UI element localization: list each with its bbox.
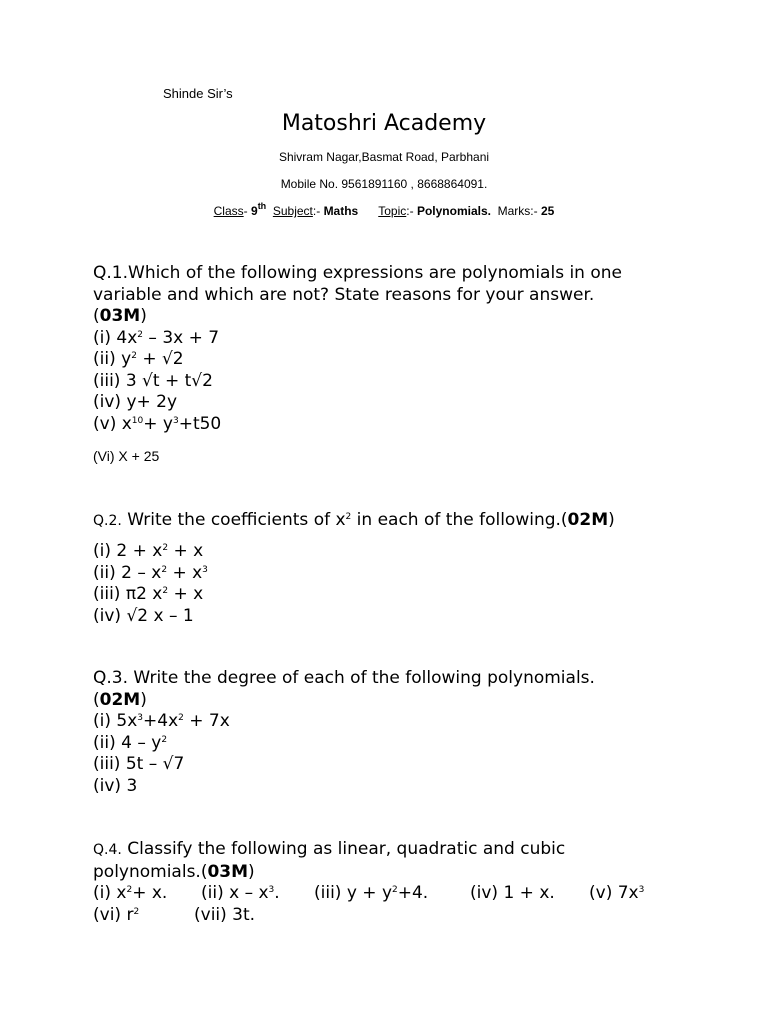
q1-marks: (03M): [93, 306, 147, 326]
q1-line2: variable and which are not? State reasons for your answer.: [93, 284, 595, 305]
q1-option-iii: (iii) 3 √t + t√2: [93, 370, 213, 391]
question-4: [93, 839, 644, 926]
q2-number: Q.2.: [93, 513, 122, 529]
class-value: 9: [251, 204, 258, 218]
q4-option-v: (v) $7x^3$: [589, 883, 645, 903]
owner-line: Shinde Sir’s: [163, 86, 233, 101]
q4-option-ii: (ii) x – $x^3$.: [201, 883, 280, 903]
question-3: [93, 668, 595, 797]
subject-value: Maths: [323, 204, 359, 218]
mobile-line: Mobile No. 9561891160 , 8668864091.: [280, 177, 488, 191]
subject-sep: :-: [312, 204, 324, 218]
q1-option-ii: (ii) $y^2 + √2$: [93, 349, 184, 369]
topic-value: Polynomials.: [416, 204, 491, 218]
class-info-line: [0, 201, 768, 218]
topic-label: Topic: [378, 204, 407, 218]
q1-line1: Q.1.Which of the following expressions are polynomials in one: [93, 263, 622, 283]
q2-option-iv: (iv) √2 x – 1: [93, 605, 194, 626]
q3-line1: Q.3. Write the degree of each of the following polynomials.: [93, 668, 595, 688]
address-line: Shivram Nagar,Basmat Road, Parbhani: [278, 150, 490, 164]
marks-value: 25: [540, 204, 555, 218]
q3-marks-value: 02M: [99, 689, 141, 710]
q2-question-line: Q.2. Write the coefficients of $x^2$ in each of the following.(02M): [93, 510, 615, 530]
q1-option-i: (i) $4x^2 - 3x + 7$: [93, 327, 220, 348]
question-1: [93, 263, 622, 435]
q1-marks-value: 03M: [99, 306, 141, 326]
question-2-options: [93, 541, 208, 627]
q1-option-vi: (Vi) X + 25: [93, 448, 160, 464]
q3-option-iii: (iii) 5t – √7: [93, 754, 185, 774]
q4-option-i: (i) $x^2+ x$.: [93, 883, 168, 903]
q3-option-i: (i) $5x^3+4x^2 + 7x$: [93, 711, 230, 731]
q4-option-iv: (iv) 1 + x.: [470, 883, 555, 903]
q4-line2: polynomials.(03M): [93, 861, 255, 882]
class-label: Class: [213, 204, 244, 218]
q2-marks-value: 02M: [567, 510, 609, 530]
class-sup: th: [257, 201, 267, 211]
q2-option-iii: (iii) π2 $x^2 + x$: [93, 584, 204, 604]
marks-label: Marks:-: [497, 204, 541, 218]
q4-options-row2: [93, 905, 644, 927]
q4-options-row1: [93, 883, 644, 905]
q1-option-v: (v) $x^{10}+ y^3+t50$: [93, 413, 222, 434]
subject-label: Subject: [272, 204, 313, 218]
q4-number: Q.4.: [93, 842, 122, 858]
q4-option-vi: (vi) $r^2$: [93, 904, 140, 925]
q4-option-vii: (vii) 3t.: [194, 904, 256, 925]
class-sep: -: [243, 204, 251, 218]
topic-sep: :-: [406, 204, 417, 218]
q2-option-ii: (ii) $2 - x^2 + x^3$: [93, 562, 208, 583]
q3-option-ii: (ii) $4 - y^2$: [93, 732, 168, 753]
q4-line1: Q.4. Classify the following as linear, quadratic and cubic: [93, 839, 566, 859]
q4-marks-value: 03M: [207, 861, 249, 882]
q3-marks: (02M): [93, 689, 147, 710]
q4-option-iii: (iii) $y + y^2+4$.: [314, 883, 429, 903]
q1-option-iv: (iv) y+ 2y: [93, 392, 178, 412]
q2-option-i: (i) $2 + x^2 + x$: [93, 541, 204, 561]
q3-option-iv: (iv) 3: [93, 775, 138, 796]
academy-title: Matoshri Academy: [281, 111, 487, 136]
